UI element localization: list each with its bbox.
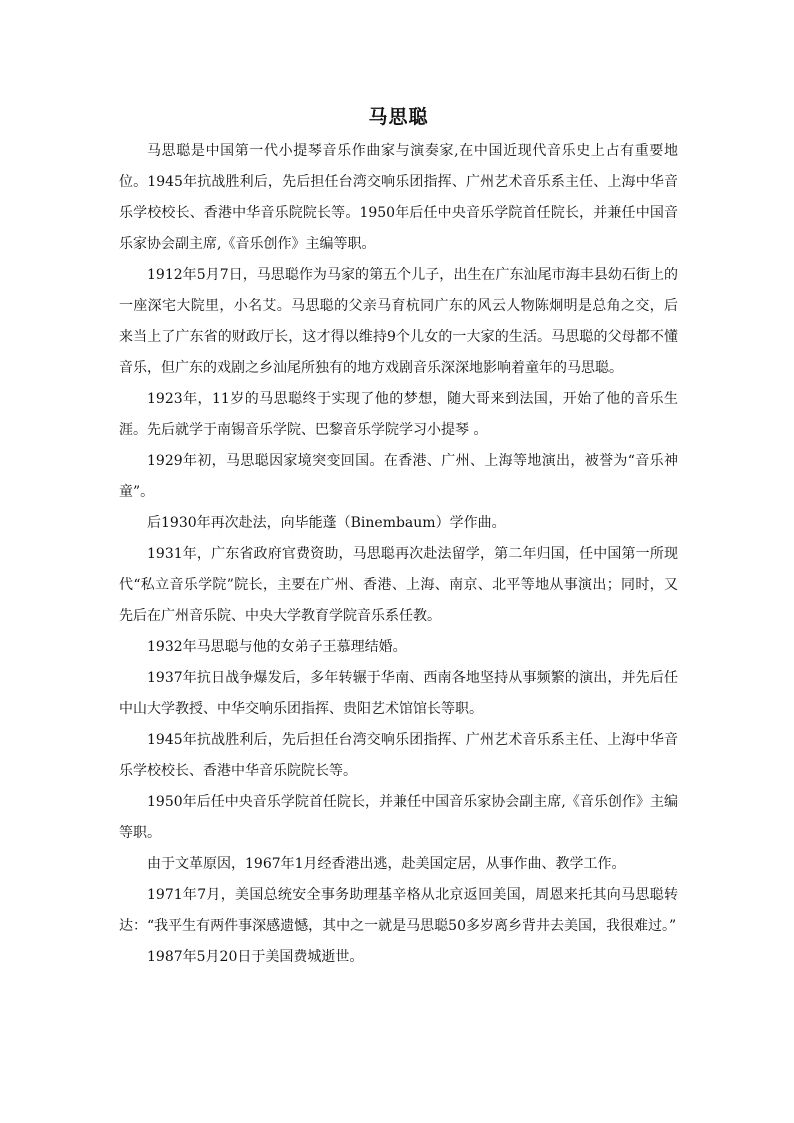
paragraph-1930: 后1930年再次赴法，向毕能蓬（Binembaum）学作曲。 xyxy=(147,515,506,531)
paragraph-1967: 由于文革原因，1967年1月经香港出逃，赴美国定居，从事作曲、教学工作。 xyxy=(147,856,626,872)
paragraph-1937: 1937年抗日战争爆发后，多年转辗于华南、西南各地坚持从事频繁的演出，并先后任中山大学教授、中华交响乐团指挥、贵阳艺术馆馆长等职。 xyxy=(119,670,678,717)
paragraph-1971: 1971年7月，美国总统安全事务助理基辛格从北京返回美国，周恩来托其向马思聪转达：“我平生有两件事深感遗憾，其中之一就是马思聪50多岁离乡背井去美国，我很难过。” xyxy=(119,887,678,934)
paragraph-1923: 1923年，11岁的马思聪终于实现了他的梦想，随大哥来到法国，开始了他的音乐生涯。先后就学于南锡音乐学院、巴黎音乐学院学习小提琴 。 xyxy=(119,391,678,438)
document-page xyxy=(119,103,678,973)
paragraph-1932: 1932年马思聪与他的女弟子王慕理结婚。 xyxy=(147,639,407,655)
paragraph-1945: 1945年抗战胜利后，先后担任台湾交响乐团指挥、广州艺术音乐系主任、上海中华音乐学校校长、香港中华音乐院院长等。 xyxy=(119,732,678,779)
paragraph-intro: 马思聪是中国第一代小提琴音乐作曲家与演奏家,在中国近现代音乐史上占有重要地位。1945年抗战胜利后，先后担任台湾交响乐团指挥、广州艺术音乐系主任、上海中华音乐学校校长、香港中华音乐院院长等。1950年后任中央音乐学院首任院长，并兼任中国音乐家协会副主席,《音乐创作》主编等职。 xyxy=(119,143,678,252)
paragraph-1931: 1931年，广东省政府官费资助，马思聪再次赴法留学，第二年归国，任中国第一所现代“私立音乐学院”院长，主要在广州、香港、上海、南京、北平等地从事演出；同时，又先后在广州音乐院、中央大学教育学院音乐系任教。 xyxy=(119,546,678,624)
paragraph-1929: 1929年初，马思聪因家境突变回国。在香港、广州、上海等地演出，被誉为“音乐神童”。 xyxy=(119,453,678,500)
paragraph-1987: 1987年5月20日于美国费城逝世。 xyxy=(147,949,364,965)
paragraph-1950: 1950年后任中央音乐学院首任院长，并兼任中国音乐家协会副主席,《音乐创作》主编等职。 xyxy=(119,794,678,841)
paragraph-1912: 1912年5月7日，马思聪作为马家的第五个儿子，出生在广东汕尾市海丰县幼石街上的一座深宅大院里，小名艾。马思聪的父亲马育杭同广东的风云人物陈炯明是总角之交，后来当上了广东省的财政厅长，这才得以维持9个儿女的一大家的生活。马思聪的父母都不懂音乐，但广东的戏剧之乡汕尾所独有的地方戏剧音乐深深地影响着童年的马思聪。 xyxy=(119,267,678,376)
page-title: 马思聪 xyxy=(368,106,429,128)
